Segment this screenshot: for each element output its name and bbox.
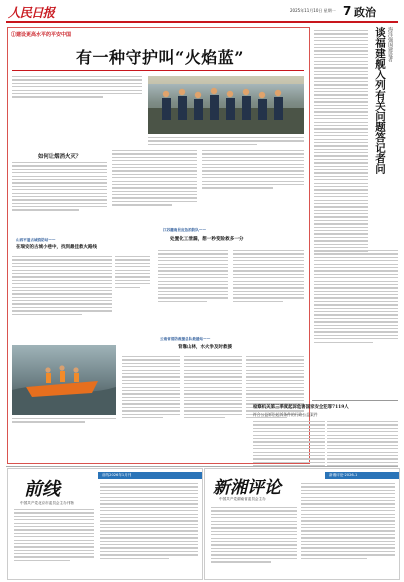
ads-divider [6, 466, 398, 467]
column-headline[interactable]: 谈福建舰入列有关问题答记者问 [374, 27, 386, 174]
sub-story-right-title[interactable]: 处置化工泄漏，想一秒变险救多一分 [170, 237, 244, 242]
box-subhead: 如何让烟消火灭？ [38, 154, 82, 160]
ad-right-motto: 中国共产党湖南省委员会主办 [219, 497, 266, 501]
ad-right-contents-2 [301, 483, 395, 561]
ad-right[interactable] [204, 468, 400, 580]
ad-right-logo: 新湘评论 [213, 478, 281, 498]
photo-caption [12, 418, 116, 425]
side-story-body [253, 421, 325, 472]
sub-story-right-kicker: 江苏灌南县应急消防队—— [163, 228, 207, 232]
column-divider [312, 400, 398, 401]
feature-kicker: ①建设更高水平的平安中国 [11, 32, 72, 38]
section-name: 政治 [354, 6, 376, 19]
sub-story-bottom-body-2 [184, 356, 242, 420]
sub-story-bottom-kicker: 云南省消防救援总队救援站—— [160, 337, 211, 341]
sub-story-bottom-body [122, 356, 180, 420]
masthead-rule [6, 21, 398, 23]
feature-photo-rescue[interactable] [12, 345, 116, 415]
ad-left-logo: 前线 [24, 479, 60, 500]
ad-left-motto: 中国共产党北京市委员会主办刊物 [20, 501, 74, 505]
sub-story-left-title[interactable]: 在瑞安的古城小巷中，找到最佳救火路线 [16, 245, 97, 250]
intro-text-2 [148, 137, 304, 147]
side-story-title[interactable]: 检察机关第三季度起诉危害国家安全犯罪7119人 [253, 405, 349, 410]
sub-story-left-kicker: 山西平遥古城消防站—— [16, 238, 56, 242]
ad-left-bar: 前线2026年1月刊 [98, 472, 202, 479]
sub-story-right-body [158, 250, 228, 304]
headline-rule [12, 70, 304, 71]
box-body-left [12, 162, 107, 213]
ad-left-contents-2 [100, 483, 198, 561]
newspaper-logo[interactable]: 人民日报 [8, 5, 55, 20]
column-body-top [314, 30, 368, 261]
ad-right-bar: 新湘评论·2026-1 [325, 472, 399, 479]
ad-left[interactable] [7, 468, 203, 580]
side-story-sub: 符合公益诉讼起诉条件的行政公益案件 [253, 412, 318, 417]
feature-photo-team[interactable] [148, 76, 304, 134]
date-line: 2025年11月10日 星期一 [290, 8, 336, 13]
sub-story-bottom-title[interactable]: 背靠山林，水火争及时救援 [178, 345, 232, 350]
ad-left-contents [14, 509, 94, 563]
box-body-right [202, 150, 304, 191]
sub-story-bottom-body-3 [246, 356, 304, 420]
intro-text [12, 76, 142, 100]
box-body-mid [112, 150, 197, 208]
ad-right-contents [211, 507, 297, 565]
sub-story-left-body-2 [115, 256, 150, 290]
column-body-wide [314, 250, 398, 345]
sub-story-left-body [12, 256, 112, 317]
sub-story-right-body-2 [233, 250, 304, 304]
feature-headline[interactable]: 有一种守护叫“火焰蓝” [76, 48, 244, 67]
page-number: 7 [343, 4, 352, 18]
side-story-body-2 [327, 421, 398, 472]
column-tag: 海洋强国建设者 [387, 27, 393, 62]
